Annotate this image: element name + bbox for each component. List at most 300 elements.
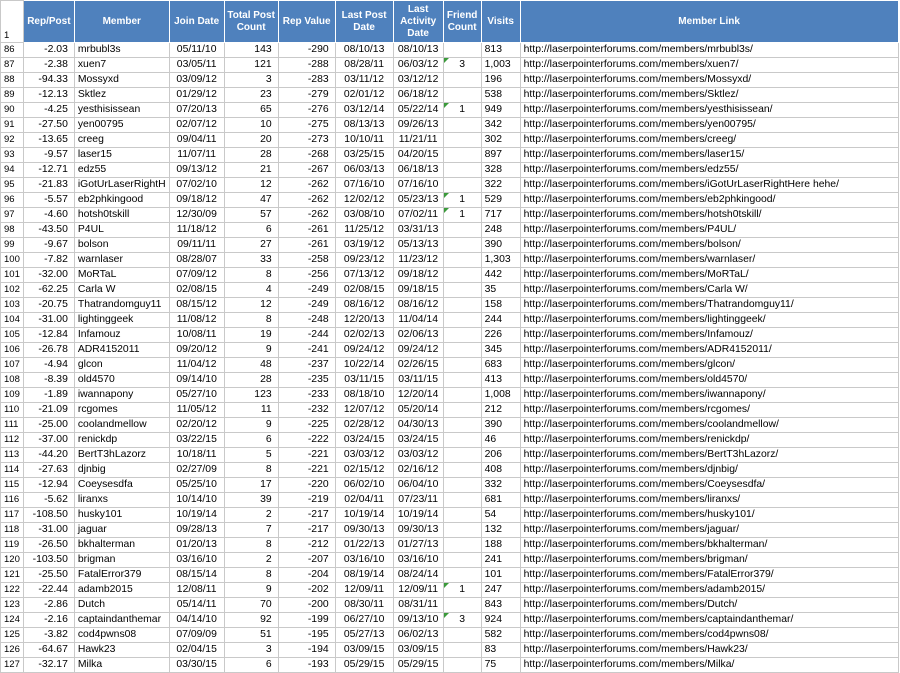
friend-count-cell[interactable] [443,478,481,493]
row-number-cell[interactable]: 114 [1,463,24,478]
last-activity-date-cell[interactable]: 08/10/13 [393,43,443,58]
join-date-cell[interactable]: 11/08/12 [169,313,224,328]
member-link-cell[interactable]: http://laserpointerforums.com/members/hotsh0tskill/ [520,208,898,223]
rep-value-cell[interactable]: -279 [278,88,335,103]
visits-cell[interactable]: 226 [481,328,520,343]
row-number-cell[interactable]: 105 [1,328,24,343]
join-date-cell[interactable]: 02/07/12 [169,118,224,133]
rep-value-cell[interactable]: -221 [278,463,335,478]
join-date-cell[interactable]: 10/18/11 [169,448,224,463]
visits-cell[interactable]: 538 [481,88,520,103]
total-post-count-cell[interactable]: 143 [224,43,278,58]
friend-count-cell[interactable] [443,358,481,373]
last-activity-date-cell[interactable]: 07/16/10 [393,178,443,193]
member-cell[interactable]: lightinggeek [74,313,169,328]
row-number-cell[interactable]: 120 [1,553,24,568]
last-post-date-cell[interactable]: 02/08/15 [335,283,393,298]
join-date-cell[interactable]: 03/16/10 [169,553,224,568]
join-date-cell[interactable]: 03/22/15 [169,433,224,448]
member-link-cell[interactable]: http://laserpointerforums.com/members/Dutch/ [520,598,898,613]
last-activity-date-cell[interactable]: 05/22/14 [393,103,443,118]
member-cell[interactable]: husky101 [74,508,169,523]
friend-count-cell[interactable]: 1 [443,193,481,208]
last-activity-date-cell[interactable]: 10/19/14 [393,508,443,523]
rep-value-cell[interactable]: -275 [278,118,335,133]
visits-cell[interactable]: 247 [481,583,520,598]
last-activity-date-cell[interactable]: 11/23/12 [393,253,443,268]
visits-cell[interactable]: 206 [481,448,520,463]
member-link-cell[interactable]: http://laserpointerforums.com/members/Thatrandomguy11/ [520,298,898,313]
rep-value-cell[interactable]: -207 [278,553,335,568]
member-cell[interactable]: Infamouz [74,328,169,343]
friend-count-cell[interactable] [443,268,481,283]
visits-cell[interactable]: 332 [481,478,520,493]
member-cell[interactable]: rcgomes [74,403,169,418]
member-cell[interactable]: iwannapony [74,388,169,403]
friend-count-cell[interactable] [443,493,481,508]
rep-post-cell[interactable]: -94.33 [23,73,74,88]
join-date-cell[interactable]: 10/19/14 [169,508,224,523]
visits-cell[interactable]: 683 [481,358,520,373]
last-activity-date-cell[interactable]: 04/20/15 [393,148,443,163]
last-post-date-cell[interactable]: 10/22/14 [335,358,393,373]
join-date-cell[interactable]: 03/09/12 [169,73,224,88]
rep-value-cell[interactable]: -244 [278,328,335,343]
total-post-count-cell[interactable]: 6 [224,658,278,673]
join-date-cell[interactable]: 07/02/10 [169,178,224,193]
friend-count-cell[interactable] [443,598,481,613]
friend-count-cell[interactable] [443,433,481,448]
rep-post-cell[interactable]: -32.17 [23,658,74,673]
last-post-date-cell[interactable]: 03/12/14 [335,103,393,118]
join-date-cell[interactable]: 03/05/11 [169,58,224,73]
last-activity-date-cell[interactable]: 02/26/15 [393,358,443,373]
last-activity-date-cell[interactable]: 03/31/13 [393,223,443,238]
join-date-cell[interactable]: 12/30/09 [169,208,224,223]
friend-count-cell[interactable]: 3 [443,58,481,73]
total-post-count-cell[interactable]: 12 [224,178,278,193]
visits-cell[interactable]: 342 [481,118,520,133]
join-date-cell[interactable]: 03/30/15 [169,658,224,673]
friend-count-cell[interactable]: 1 [443,583,481,598]
friend-count-cell[interactable] [443,658,481,673]
last-post-date-cell[interactable]: 03/09/15 [335,643,393,658]
row-number-cell[interactable]: 110 [1,403,24,418]
last-post-date-cell[interactable]: 02/15/12 [335,463,393,478]
member-link-cell[interactable]: http://laserpointerforums.com/members/iwannapony/ [520,388,898,403]
rep-post-cell[interactable]: -37.00 [23,433,74,448]
friend-count-cell[interactable]: 1 [443,208,481,223]
last-post-date-cell[interactable]: 06/03/13 [335,163,393,178]
member-cell[interactable]: creeg [74,133,169,148]
column-header-last-post-date[interactable]: Last Post Date [335,1,393,43]
member-cell[interactable]: liranxs [74,493,169,508]
last-post-date-cell[interactable]: 03/25/15 [335,148,393,163]
rep-post-cell[interactable]: -4.94 [23,358,74,373]
member-cell[interactable]: jaguar [74,523,169,538]
row-number-header[interactable]: 1 [1,1,24,43]
rep-value-cell[interactable]: -222 [278,433,335,448]
visits-cell[interactable]: 188 [481,538,520,553]
row-number-cell[interactable]: 92 [1,133,24,148]
member-cell[interactable]: adamb2015 [74,583,169,598]
last-post-date-cell[interactable]: 06/02/10 [335,478,393,493]
friend-count-cell[interactable] [443,43,481,58]
last-post-date-cell[interactable]: 12/20/13 [335,313,393,328]
row-number-cell[interactable]: 108 [1,373,24,388]
join-date-cell[interactable]: 09/04/11 [169,133,224,148]
rep-value-cell[interactable]: -262 [278,193,335,208]
member-link-cell[interactable]: http://laserpointerforums.com/members/djnbig/ [520,463,898,478]
visits-cell[interactable]: 54 [481,508,520,523]
join-date-cell[interactable]: 05/25/10 [169,478,224,493]
join-date-cell[interactable]: 05/27/10 [169,388,224,403]
member-link-cell[interactable]: http://laserpointerforums.com/members/husky101/ [520,508,898,523]
last-activity-date-cell[interactable]: 02/06/13 [393,328,443,343]
member-link-cell[interactable]: http://laserpointerforums.com/members/iGotUrLaserRightHere hehe/ [520,178,898,193]
rep-value-cell[interactable]: -219 [278,493,335,508]
friend-count-cell[interactable] [443,73,481,88]
last-post-date-cell[interactable]: 09/30/13 [335,523,393,538]
last-activity-date-cell[interactable]: 05/29/15 [393,658,443,673]
rep-post-cell[interactable]: -8.39 [23,373,74,388]
total-post-count-cell[interactable]: 8 [224,568,278,583]
rep-post-cell[interactable]: -20.75 [23,298,74,313]
total-post-count-cell[interactable]: 121 [224,58,278,73]
column-header-visits[interactable]: Visits [481,1,520,43]
last-activity-date-cell[interactable]: 03/09/15 [393,643,443,658]
rep-post-cell[interactable]: -4.60 [23,208,74,223]
last-post-date-cell[interactable]: 03/24/15 [335,433,393,448]
last-activity-date-cell[interactable]: 03/11/15 [393,373,443,388]
friend-count-cell[interactable] [443,313,481,328]
last-activity-date-cell[interactable]: 06/18/12 [393,88,443,103]
rep-value-cell[interactable]: -249 [278,298,335,313]
last-post-date-cell[interactable]: 03/11/12 [335,73,393,88]
rep-post-cell[interactable]: -2.38 [23,58,74,73]
rep-post-cell[interactable]: -31.00 [23,313,74,328]
friend-count-cell[interactable] [443,238,481,253]
total-post-count-cell[interactable]: 23 [224,88,278,103]
row-number-cell[interactable]: 89 [1,88,24,103]
last-activity-date-cell[interactable]: 08/16/12 [393,298,443,313]
join-date-cell[interactable]: 09/18/12 [169,193,224,208]
rep-value-cell[interactable]: -204 [278,568,335,583]
last-activity-date-cell[interactable]: 06/03/12 [393,58,443,73]
rep-post-cell[interactable]: -13.65 [23,133,74,148]
rep-value-cell[interactable]: -256 [278,268,335,283]
join-date-cell[interactable]: 04/14/10 [169,613,224,628]
join-date-cell[interactable]: 09/20/12 [169,343,224,358]
total-post-count-cell[interactable]: 39 [224,493,278,508]
join-date-cell[interactable]: 11/07/11 [169,148,224,163]
member-link-cell[interactable]: http://laserpointerforums.com/members/renickdp/ [520,433,898,448]
rep-post-cell[interactable]: -21.09 [23,403,74,418]
total-post-count-cell[interactable]: 12 [224,298,278,313]
join-date-cell[interactable]: 01/29/12 [169,88,224,103]
member-link-cell[interactable]: http://laserpointerforums.com/members/old4570/ [520,373,898,388]
visits-cell[interactable]: 35 [481,283,520,298]
last-post-date-cell[interactable]: 03/03/12 [335,448,393,463]
last-activity-date-cell[interactable]: 05/20/14 [393,403,443,418]
member-cell[interactable]: brigman [74,553,169,568]
join-date-cell[interactable]: 01/20/13 [169,538,224,553]
member-link-cell[interactable]: http://laserpointerforums.com/members/Coeysesdfa/ [520,478,898,493]
visits-cell[interactable]: 132 [481,523,520,538]
member-link-cell[interactable]: http://laserpointerforums.com/members/Hawk23/ [520,643,898,658]
visits-cell[interactable]: 924 [481,613,520,628]
friend-count-cell[interactable] [443,148,481,163]
rep-post-cell[interactable]: -25.00 [23,418,74,433]
visits-cell[interactable]: 843 [481,598,520,613]
join-date-cell[interactable]: 08/15/14 [169,568,224,583]
row-number-cell[interactable]: 113 [1,448,24,463]
rep-value-cell[interactable]: -262 [278,178,335,193]
rep-post-cell[interactable]: -1.89 [23,388,74,403]
last-activity-date-cell[interactable]: 06/18/13 [393,163,443,178]
visits-cell[interactable]: 897 [481,148,520,163]
last-activity-date-cell[interactable]: 06/04/10 [393,478,443,493]
rep-value-cell[interactable]: -194 [278,643,335,658]
row-number-cell[interactable]: 91 [1,118,24,133]
rep-post-cell[interactable]: -103.50 [23,553,74,568]
member-link-cell[interactable]: http://laserpointerforums.com/members/Infamouz/ [520,328,898,343]
rep-post-cell[interactable]: -12.71 [23,163,74,178]
total-post-count-cell[interactable]: 9 [224,583,278,598]
rep-value-cell[interactable]: -237 [278,358,335,373]
last-activity-date-cell[interactable]: 05/23/13 [393,193,443,208]
last-post-date-cell[interactable]: 12/09/11 [335,583,393,598]
friend-count-cell[interactable] [443,343,481,358]
row-number-cell[interactable]: 125 [1,628,24,643]
rep-post-cell[interactable]: -7.82 [23,253,74,268]
last-post-date-cell[interactable]: 01/22/13 [335,538,393,553]
row-number-cell[interactable]: 90 [1,103,24,118]
rep-post-cell[interactable]: -2.86 [23,598,74,613]
rep-value-cell[interactable]: -283 [278,73,335,88]
last-post-date-cell[interactable]: 08/16/12 [335,298,393,313]
row-number-cell[interactable]: 127 [1,658,24,673]
last-activity-date-cell[interactable]: 05/13/13 [393,238,443,253]
member-link-cell[interactable]: http://laserpointerforums.com/members/FatalError379/ [520,568,898,583]
last-activity-date-cell[interactable]: 09/18/12 [393,268,443,283]
member-link-cell[interactable]: http://laserpointerforums.com/members/rcgomes/ [520,403,898,418]
friend-count-cell[interactable] [443,373,481,388]
last-activity-date-cell[interactable]: 11/21/11 [393,133,443,148]
member-link-cell[interactable]: http://laserpointerforums.com/members/glcon/ [520,358,898,373]
join-date-cell[interactable]: 07/09/09 [169,628,224,643]
member-link-cell[interactable]: http://laserpointerforums.com/members/creeg/ [520,133,898,148]
rep-post-cell[interactable]: -32.00 [23,268,74,283]
join-date-cell[interactable]: 11/04/12 [169,358,224,373]
join-date-cell[interactable]: 02/08/15 [169,283,224,298]
total-post-count-cell[interactable]: 51 [224,628,278,643]
rep-post-cell[interactable]: -26.50 [23,538,74,553]
member-cell[interactable]: renickdp [74,433,169,448]
friend-count-cell[interactable] [443,328,481,343]
row-number-cell[interactable]: 126 [1,643,24,658]
friend-count-cell[interactable] [443,283,481,298]
member-cell[interactable]: MoRTaL [74,268,169,283]
total-post-count-cell[interactable]: 123 [224,388,278,403]
last-post-date-cell[interactable]: 03/19/12 [335,238,393,253]
total-post-count-cell[interactable]: 33 [224,253,278,268]
friend-count-cell[interactable] [443,118,481,133]
row-number-cell[interactable]: 99 [1,238,24,253]
last-activity-date-cell[interactable]: 04/30/13 [393,418,443,433]
member-cell[interactable]: warnlaser [74,253,169,268]
total-post-count-cell[interactable]: 7 [224,523,278,538]
friend-count-cell[interactable] [443,253,481,268]
total-post-count-cell[interactable]: 28 [224,373,278,388]
rep-value-cell[interactable]: -276 [278,103,335,118]
last-post-date-cell[interactable]: 11/25/12 [335,223,393,238]
join-date-cell[interactable]: 11/05/12 [169,403,224,418]
last-post-date-cell[interactable]: 02/01/12 [335,88,393,103]
last-post-date-cell[interactable]: 05/29/15 [335,658,393,673]
join-date-cell[interactable]: 10/08/11 [169,328,224,343]
rep-value-cell[interactable]: -217 [278,523,335,538]
visits-cell[interactable]: 345 [481,343,520,358]
rep-post-cell[interactable]: -5.62 [23,493,74,508]
rep-value-cell[interactable]: -202 [278,583,335,598]
row-number-cell[interactable]: 100 [1,253,24,268]
visits-cell[interactable]: 717 [481,208,520,223]
rep-value-cell[interactable]: -288 [278,58,335,73]
member-link-cell[interactable]: http://laserpointerforums.com/members/yen00795/ [520,118,898,133]
last-post-date-cell[interactable]: 08/18/10 [335,388,393,403]
row-number-cell[interactable]: 107 [1,358,24,373]
visits-cell[interactable]: 390 [481,418,520,433]
member-cell[interactable]: BertT3hLazorz [74,448,169,463]
row-number-cell[interactable]: 88 [1,73,24,88]
member-cell[interactable]: Mossyxd [74,73,169,88]
member-link-cell[interactable]: http://laserpointerforums.com/members/captaindanthemar/ [520,613,898,628]
row-number-cell[interactable]: 104 [1,313,24,328]
last-post-date-cell[interactable]: 12/02/12 [335,193,393,208]
rep-post-cell[interactable]: -21.83 [23,178,74,193]
member-link-cell[interactable]: http://laserpointerforums.com/members/yesthisissean/ [520,103,898,118]
rep-post-cell[interactable]: -64.67 [23,643,74,658]
friend-count-cell[interactable] [443,388,481,403]
last-activity-date-cell[interactable]: 09/13/10 [393,613,443,628]
row-number-cell[interactable]: 112 [1,433,24,448]
member-link-cell[interactable]: http://laserpointerforums.com/members/Milka/ [520,658,898,673]
visits-cell[interactable]: 390 [481,238,520,253]
column-header-rep-post[interactable]: Rep/Post [23,1,74,43]
member-link-cell[interactable]: http://laserpointerforums.com/members/edz55/ [520,163,898,178]
rep-post-cell[interactable]: -108.50 [23,508,74,523]
friend-count-cell[interactable] [443,448,481,463]
member-cell[interactable]: ADR4152011 [74,343,169,358]
last-post-date-cell[interactable]: 10/10/11 [335,133,393,148]
last-activity-date-cell[interactable]: 08/24/14 [393,568,443,583]
total-post-count-cell[interactable]: 2 [224,553,278,568]
total-post-count-cell[interactable]: 17 [224,478,278,493]
column-header-member-link[interactable]: Member Link [520,1,898,43]
friend-count-cell[interactable]: 3 [443,613,481,628]
rep-post-cell[interactable]: -12.84 [23,328,74,343]
member-cell[interactable]: eb2phkingood [74,193,169,208]
last-activity-date-cell[interactable]: 03/03/12 [393,448,443,463]
last-post-date-cell[interactable]: 08/28/11 [335,58,393,73]
member-link-cell[interactable]: http://laserpointerforums.com/members/liranxs/ [520,493,898,508]
member-cell[interactable]: Dutch [74,598,169,613]
rep-post-cell[interactable]: -22.44 [23,583,74,598]
friend-count-cell[interactable] [443,508,481,523]
row-number-cell[interactable]: 87 [1,58,24,73]
member-cell[interactable]: Thatrandomguy11 [74,298,169,313]
rep-post-cell[interactable]: -62.25 [23,283,74,298]
row-number-cell[interactable]: 106 [1,343,24,358]
visits-cell[interactable]: 75 [481,658,520,673]
visits-cell[interactable]: 248 [481,223,520,238]
friend-count-cell[interactable] [443,568,481,583]
last-activity-date-cell[interactable]: 09/26/13 [393,118,443,133]
rep-post-cell[interactable]: -26.78 [23,343,74,358]
total-post-count-cell[interactable]: 9 [224,343,278,358]
last-activity-date-cell[interactable]: 03/24/15 [393,433,443,448]
rep-value-cell[interactable]: -248 [278,313,335,328]
last-activity-date-cell[interactable]: 09/18/15 [393,283,443,298]
rep-value-cell[interactable]: -267 [278,163,335,178]
last-post-date-cell[interactable]: 05/27/13 [335,628,393,643]
rep-post-cell[interactable]: -12.13 [23,88,74,103]
rep-post-cell[interactable]: -27.50 [23,118,74,133]
row-number-cell[interactable]: 103 [1,298,24,313]
last-post-date-cell[interactable]: 08/30/11 [335,598,393,613]
row-number-cell[interactable]: 118 [1,523,24,538]
rep-value-cell[interactable]: -212 [278,538,335,553]
rep-post-cell[interactable]: -3.82 [23,628,74,643]
rep-value-cell[interactable]: -290 [278,43,335,58]
member-cell[interactable]: coolandmellow [74,418,169,433]
row-number-cell[interactable]: 119 [1,538,24,553]
join-date-cell[interactable]: 07/20/13 [169,103,224,118]
total-post-count-cell[interactable]: 11 [224,403,278,418]
member-link-cell[interactable]: http://laserpointerforums.com/members/eb2phkingood/ [520,193,898,208]
friend-count-cell[interactable] [443,463,481,478]
last-activity-date-cell[interactable]: 03/16/10 [393,553,443,568]
row-number-cell[interactable]: 101 [1,268,24,283]
last-activity-date-cell[interactable]: 09/30/13 [393,523,443,538]
join-date-cell[interactable]: 05/11/10 [169,43,224,58]
row-number-cell[interactable]: 94 [1,163,24,178]
rep-value-cell[interactable]: -258 [278,253,335,268]
member-link-cell[interactable]: http://laserpointerforums.com/members/ADR4152011/ [520,343,898,358]
rep-value-cell[interactable]: -200 [278,598,335,613]
last-activity-date-cell[interactable]: 07/23/11 [393,493,443,508]
rep-post-cell[interactable]: -2.16 [23,613,74,628]
total-post-count-cell[interactable]: 47 [224,193,278,208]
visits-cell[interactable]: 322 [481,178,520,193]
visits-cell[interactable]: 1,303 [481,253,520,268]
total-post-count-cell[interactable]: 2 [224,508,278,523]
member-cell[interactable]: Sktlez [74,88,169,103]
member-link-cell[interactable]: http://laserpointerforums.com/members/bolson/ [520,238,898,253]
member-cell[interactable]: edz55 [74,163,169,178]
member-cell[interactable]: P4UL [74,223,169,238]
rep-value-cell[interactable]: -199 [278,613,335,628]
rep-post-cell[interactable]: -25.50 [23,568,74,583]
total-post-count-cell[interactable]: 19 [224,328,278,343]
last-activity-date-cell[interactable]: 08/31/11 [393,598,443,613]
visits-cell[interactable]: 582 [481,628,520,643]
member-link-cell[interactable]: http://laserpointerforums.com/members/coolandmellow/ [520,418,898,433]
visits-cell[interactable]: 408 [481,463,520,478]
total-post-count-cell[interactable]: 8 [224,463,278,478]
member-link-cell[interactable]: http://laserpointerforums.com/members/jaguar/ [520,523,898,538]
